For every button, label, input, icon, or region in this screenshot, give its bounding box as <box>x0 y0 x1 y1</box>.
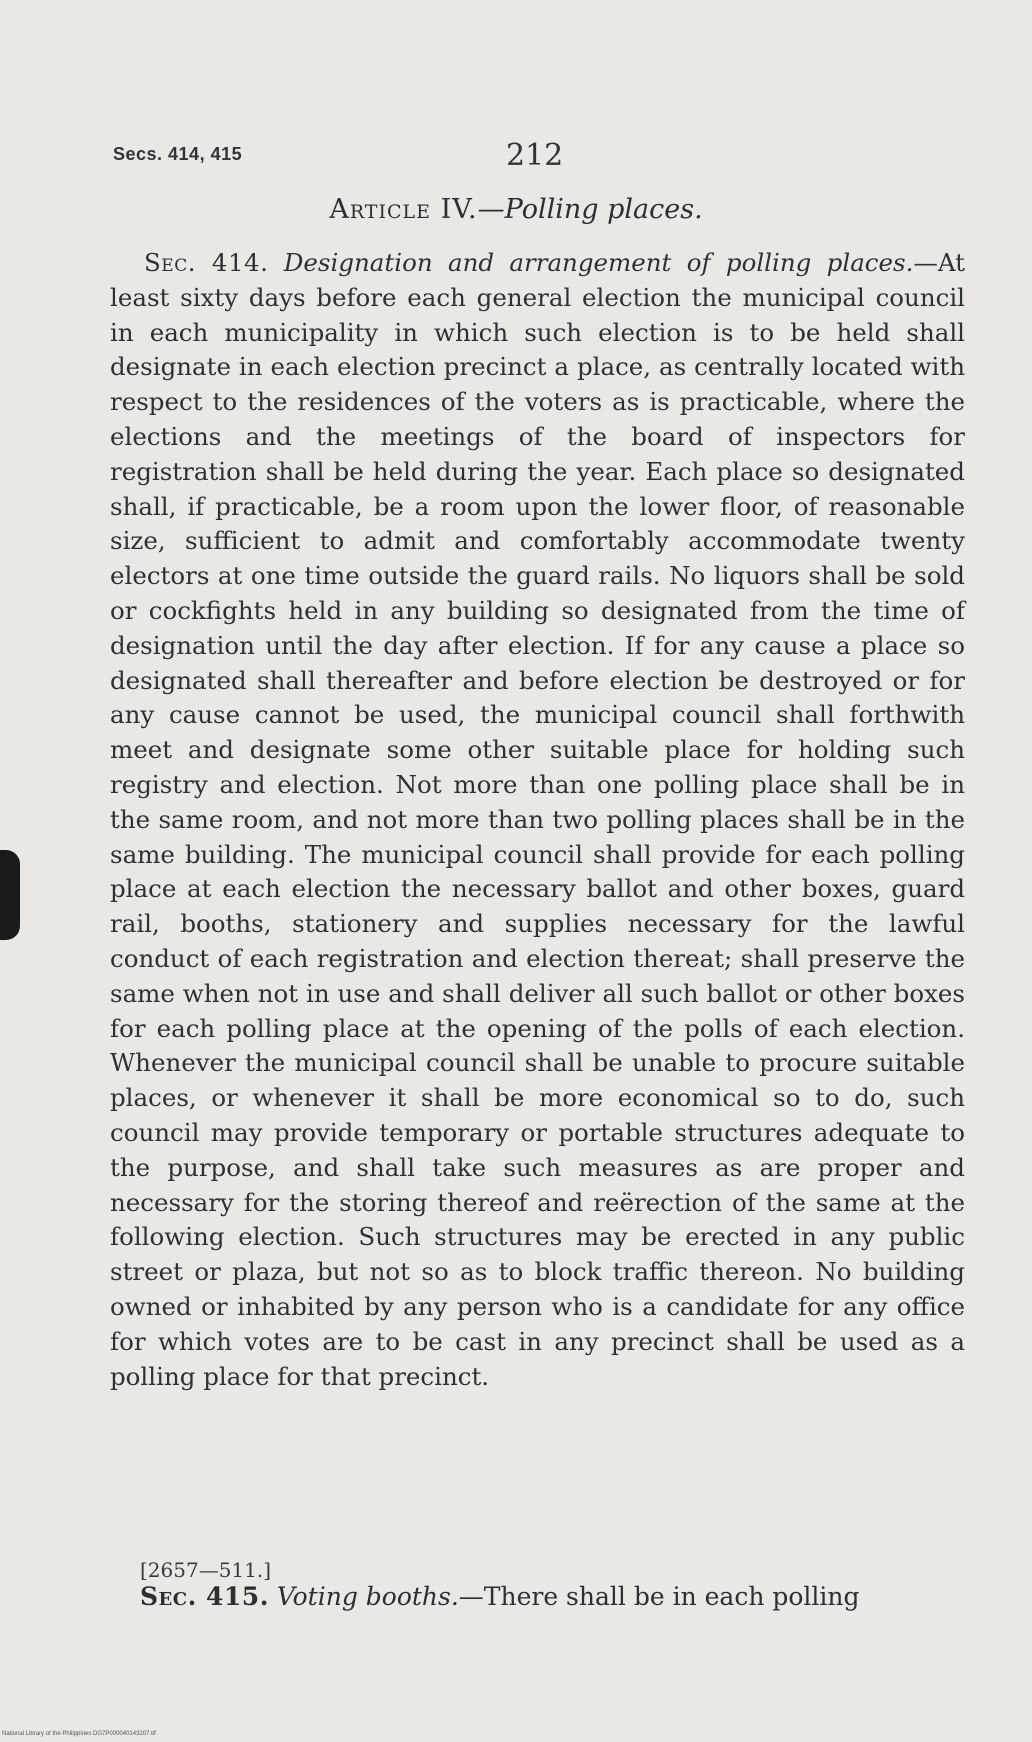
section-414-text: —At least sixty days before each general election the municipal council in each municipality in which such election is to be held shall designate in each election precinct a place, as centrally located with respect to the residences of the voters as is practicable, where the elections and the meetings of the board of inspectors for registration shall be held during the year. Each place so designated shall, if practicable, be a room upon the lower floor, of reasonable size, sufficient to admit and comfortably accommodate twenty electors at one time outside the guard rails. No liquors shall be sold or cockfights held in any building so designated from the time of designation until the day after election. If for any cause a place so designated shall thereafter and before election be destroyed or for any cause cannot be used, the municipal council shall forthwith meet and designate some other suitable place for holding such registry and election. Not more than one polling place shall be in the same room, and not more than two polling places shall be in the same building. The municipal council shall provide for each polling place at each election the necessary ballot and other boxes, guard rail, booths, stationery and supplies necessary for the lawful conduct of each registration and election thereat; shall preserve the same when not in use and shall deliver all such ballot or other boxes for each polling place at the opening of the polls of each election. Whenever the municipal council shall be unable to procure suitable places, or whenever it shall be more economical so to do, such council may provide temporary or portable structures adequate to the purpose, and shall take such measures as are proper and necessary for the storing thereof and reërection of the same at the following election. Such structures may be erected in any public street or plaza, but not so as to block traffic thereon. No building owned or inhabited by any person who is a candidate for any office for which votes are to be cast in any precinct shall be used as a polling place for that precinct. <box>110 248 965 1391</box>
article-title: —Polling places. <box>477 194 703 225</box>
article-heading <box>0 194 1032 225</box>
section-414-label: Sec. 414. <box>144 248 269 277</box>
scan-credit-footer: National Library of the Philippines DG7P000040143207.tif <box>2 1731 156 1737</box>
section-415-heading: Voting booths. <box>276 1582 459 1611</box>
section-414-citation: [2657—511.] <box>140 1558 272 1582</box>
article-label: Article IV. <box>329 194 478 225</box>
section-range-header: Secs. 414, 415 <box>113 144 243 164</box>
section-415-label: Sec. 415. <box>140 1582 269 1611</box>
section-414-heading: Designation and arrangement of polling places. <box>283 248 914 277</box>
scan-edge-artifact <box>0 850 20 940</box>
section-415-text: —There shall be in each polling <box>458 1582 860 1611</box>
section-415-paragraph <box>140 1582 965 1611</box>
page-number: 212 <box>506 138 564 173</box>
section-414-paragraph <box>110 246 965 1394</box>
